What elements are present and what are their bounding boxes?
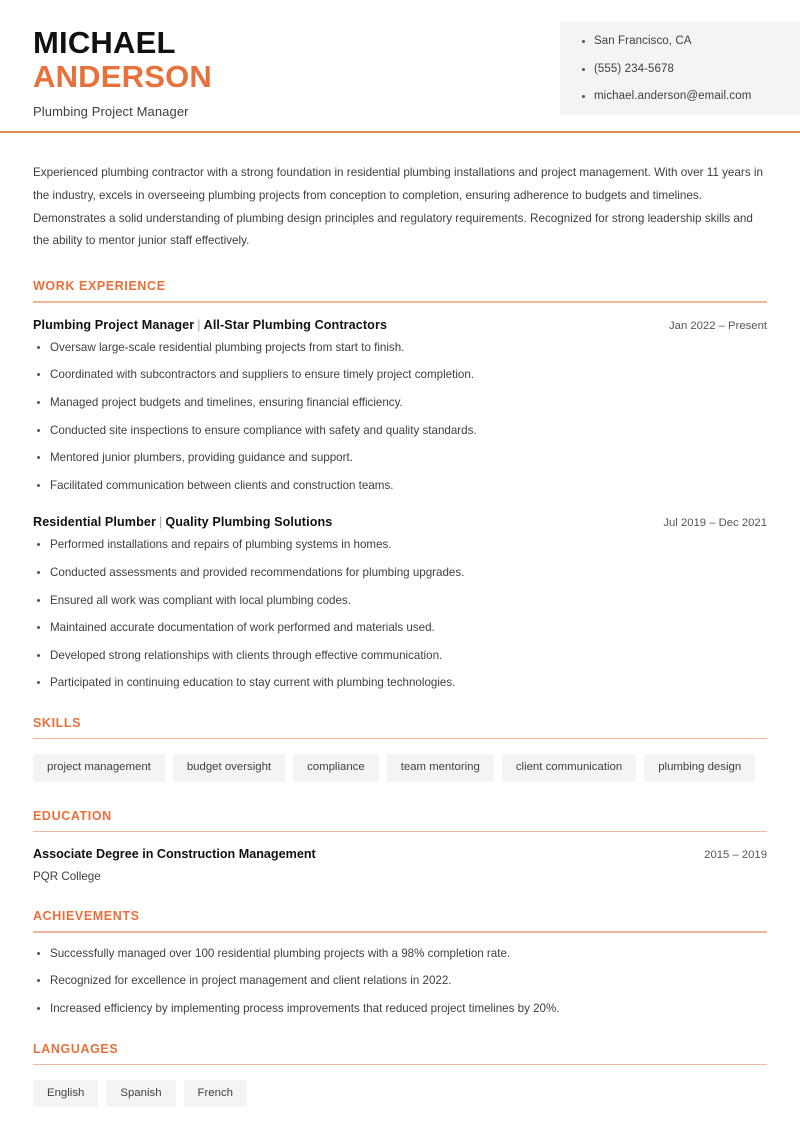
bullet-text: Participated in continuing education to stay current with plumbing technologies. xyxy=(50,676,456,690)
bullet-text: Increased efficiency by implementing process improvements that reduced project timelines by 20%. xyxy=(50,1001,560,1015)
contact-phone[interactable] xyxy=(582,64,800,76)
resume-body xyxy=(0,162,800,1107)
experience-company: All-Star Plumbing Contractors xyxy=(203,317,388,332)
list-item xyxy=(33,948,767,960)
skill-chip: team mentoring xyxy=(387,754,494,781)
experience-role: Residential Plumber xyxy=(33,515,156,530)
section-title-languages: LANGUAGES xyxy=(33,1041,119,1056)
bullet-dot-icon xyxy=(37,484,40,487)
bullet-dot-icon xyxy=(582,40,585,43)
bullet-text: Successfully managed over 100 residential plumbing projects with a 98% completion rate. xyxy=(50,946,511,960)
skill-chip: project management xyxy=(33,754,165,781)
header-divider xyxy=(0,131,800,133)
role-company-separator: | xyxy=(197,317,201,332)
experience-role: Plumbing Project Manager xyxy=(33,317,195,332)
experience-role-line xyxy=(33,515,332,529)
section-title-skills: SKILLS xyxy=(33,715,82,730)
list-item xyxy=(33,480,767,492)
experience-company: Quality Plumbing Solutions xyxy=(165,515,333,530)
bullet-dot-icon xyxy=(582,68,585,71)
bullet-text: Maintained accurate documentation of work performed and materials used. xyxy=(50,621,435,635)
section-divider xyxy=(33,831,767,833)
bullet-text: Performed installations and repairs of plumbing systems in homes. xyxy=(50,538,392,552)
experience-entry-header xyxy=(33,515,767,529)
bullet-dot-icon xyxy=(37,429,40,432)
skill-chip: plumbing design xyxy=(644,754,755,781)
languages-chip-list xyxy=(33,1080,767,1107)
education-date-range: 2015 – 2019 xyxy=(704,849,767,862)
bullet-dot-icon xyxy=(582,95,585,98)
experience-date-range: Jan 2022 – Present xyxy=(669,319,767,332)
contact-info-box xyxy=(560,22,800,115)
section-title-education: EDUCATION xyxy=(33,808,112,823)
education-entry xyxy=(33,847,767,883)
section-education xyxy=(33,809,767,884)
list-item xyxy=(33,539,767,551)
list-item xyxy=(33,397,767,409)
section-title-achievements: ACHIEVEMENTS xyxy=(33,909,140,924)
section-languages xyxy=(33,1042,767,1108)
education-degree: Associate Degree in Construction Management xyxy=(33,847,316,862)
section-work-experience xyxy=(33,279,767,689)
section-divider xyxy=(33,1064,767,1066)
skill-chip: client communication xyxy=(502,754,636,781)
section-title-work-experience: WORK EXPERIENCE xyxy=(33,279,166,294)
bullet-dot-icon xyxy=(37,401,40,404)
experience-bullet-list xyxy=(33,342,767,492)
list-item xyxy=(33,650,767,662)
resume-header xyxy=(0,0,800,131)
experience-bullet-list xyxy=(33,539,767,689)
achievements-list xyxy=(33,948,767,1015)
bullet-dot-icon xyxy=(37,1007,40,1010)
identity-block xyxy=(33,26,212,119)
section-achievements xyxy=(33,909,767,1014)
list-item xyxy=(33,567,767,579)
professional-summary: Experienced plumbing contractor with a strong foundation in residential plumbing installations and project management. With over 11 years in the industry, excels in overseeing plumbing projects from conception to completion, ensuring adherence to budgets and timelines. Demonstrates a solid understanding of plumbing design principles and regulatory requirements. Recognized for strong leadership skills and the ability to mentor junior staff effectively. xyxy=(33,166,764,248)
last-name: ANDERSON xyxy=(33,59,213,95)
bullet-dot-icon xyxy=(37,681,40,684)
bullet-text: Facilitated communication between clients and construction teams. xyxy=(50,478,394,492)
bullet-text: Developed strong relationships with clients through effective communication. xyxy=(50,648,443,662)
list-item xyxy=(33,452,767,464)
bullet-text: Conducted assessments and provided recommendations for plumbing upgrades. xyxy=(50,565,465,579)
contact-phone-text: (555) 234-5678 xyxy=(594,62,675,75)
headline-job-title: Plumbing Project Manager xyxy=(33,104,189,120)
bullet-dot-icon xyxy=(37,979,40,982)
education-school: PQR College xyxy=(33,870,101,884)
experience-date-range: Jul 2019 – Dec 2021 xyxy=(663,517,767,530)
bullet-dot-icon xyxy=(37,571,40,574)
bullet-text: Ensured all work was compliant with local plumbing codes. xyxy=(50,593,351,607)
bullet-dot-icon xyxy=(37,346,40,349)
bullet-text: Recognized for excellence in project management and client relations in 2022. xyxy=(50,974,452,988)
bullet-dot-icon xyxy=(37,456,40,459)
contact-email-text: michael.anderson@email.com xyxy=(594,90,752,102)
education-entry-header xyxy=(33,847,767,861)
bullet-text: Mentored junior plumbers, providing guidance and support. xyxy=(50,451,353,465)
language-chip: French xyxy=(184,1080,247,1107)
first-name: MICHAEL xyxy=(33,25,176,60)
skill-chip: compliance xyxy=(293,754,379,781)
experience-entry xyxy=(33,515,767,689)
contact-email[interactable] xyxy=(582,91,800,103)
bullet-dot-icon xyxy=(37,373,40,376)
list-item xyxy=(33,595,767,607)
bullet-dot-icon xyxy=(37,599,40,602)
bullet-text: Coordinated with subcontractors and suppliers to ensure timely project completion. xyxy=(50,368,475,382)
bullet-dot-icon xyxy=(37,952,40,955)
experience-role-line xyxy=(33,318,387,332)
bullet-dot-icon xyxy=(37,654,40,657)
bullet-dot-icon xyxy=(37,626,40,629)
experience-entry-header xyxy=(33,318,767,332)
skill-chip: budget oversight xyxy=(173,754,285,781)
list-item xyxy=(33,622,767,634)
skills-chip-list xyxy=(33,754,767,781)
bullet-dot-icon xyxy=(37,543,40,546)
section-divider xyxy=(33,931,767,933)
list-item xyxy=(33,369,767,381)
section-skills xyxy=(33,716,767,782)
language-chip: English xyxy=(33,1080,98,1107)
bullet-text: Conducted site inspections to ensure compliance with safety and quality standards. xyxy=(50,423,477,437)
language-chip: Spanish xyxy=(106,1080,175,1107)
experience-entry xyxy=(33,318,767,492)
list-item xyxy=(33,342,767,354)
list-item xyxy=(33,1003,767,1015)
section-divider xyxy=(33,301,767,303)
list-item xyxy=(33,425,767,437)
bullet-text: Managed project budgets and timelines, ensuring financial efficiency. xyxy=(50,395,403,409)
section-divider xyxy=(33,738,767,740)
role-company-separator: | xyxy=(158,515,163,530)
list-item xyxy=(33,975,767,987)
bullet-text: Oversaw large-scale residential plumbing projects from start to finish. xyxy=(50,340,405,354)
list-item xyxy=(33,677,767,689)
contact-location xyxy=(582,36,800,48)
contact-location-text: San Francisco, CA xyxy=(594,35,692,47)
